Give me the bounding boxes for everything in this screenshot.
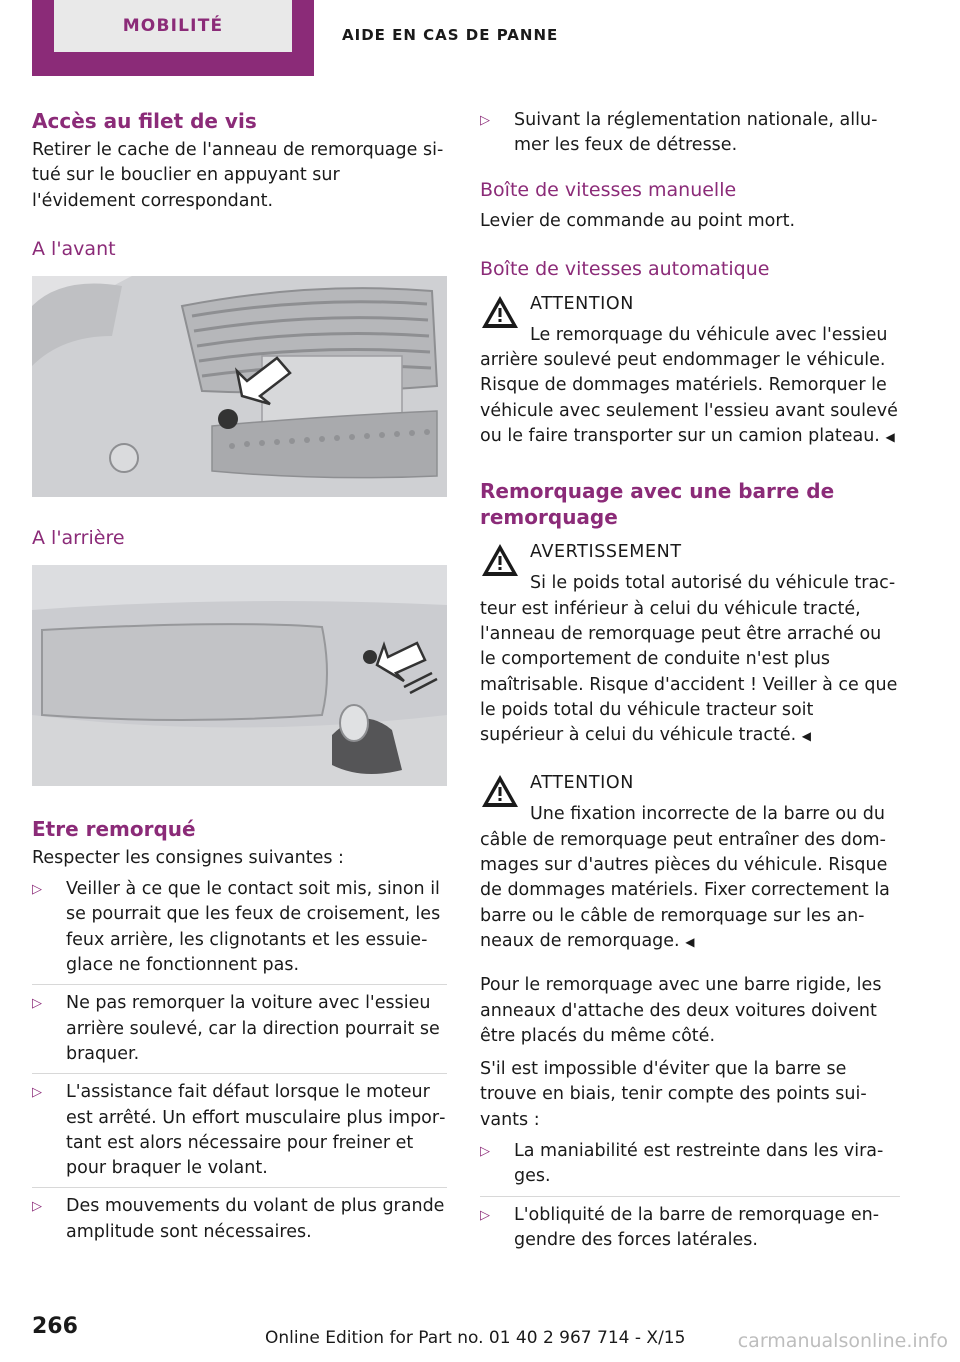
list-item-text: Suivant la réglementation nationale, allumer les feux de détresse. bbox=[514, 110, 878, 156]
section-title: AIDE EN CAS DE PANNE bbox=[342, 26, 559, 44]
list-item bbox=[32, 1080, 447, 1188]
list-item-text: Des mouvements du volant de plus grande amplitude sont nécessaires. bbox=[66, 1196, 445, 1242]
rear-bumper-drawing bbox=[32, 565, 447, 786]
list-item-text: L'assistance fait défaut lorsque le moteur est arrêté. Un effort musculaire plus important est alors nécessaire pour freiner et pour braquer le volant. bbox=[66, 1082, 446, 1179]
triangle-bullet-icon: ▷ bbox=[480, 113, 490, 128]
warning-text-block bbox=[480, 571, 900, 749]
end-marker-icon: ◀ bbox=[885, 430, 895, 445]
hazard-lights-list bbox=[480, 108, 900, 165]
list-item-text: Ne pas remorquer la voiture avec l'essieu arrière soulevé, car la direction pourrait se braquer. bbox=[66, 993, 440, 1064]
heading-boite-automatique: Boîte de vitesses automatique bbox=[480, 257, 770, 280]
paragraph-levier: Levier de commande au point mort. bbox=[480, 210, 796, 231]
triangle-bullet-icon: ▷ bbox=[32, 996, 42, 1012]
edition-footer: Online Edition for Part no. 01 40 2 967 714 - X/15 bbox=[265, 1328, 686, 1348]
towing-instructions-list bbox=[32, 877, 447, 1251]
watermark: carmanualsonline.info bbox=[737, 1330, 948, 1352]
paragraph-acces-filet: Retirer le cache de l'anneau de remorquage situé sur le bouclier en appuyant sur l'évidement correspondant. bbox=[32, 140, 444, 211]
triangle-bullet-icon: ▷ bbox=[32, 1085, 42, 1101]
warning-text: Le remorquage du véhicule avec l'essieu arrière soulevé peut endommager le véhicule. Risque de dommages matériels. Remorquer le véhicule avec seulement l'essieu avant soulevé ou le faire transporter sur un camion plateau. bbox=[480, 324, 898, 447]
front-bumper-drawing bbox=[32, 276, 447, 497]
list-item bbox=[32, 1194, 447, 1251]
warning-title: ATTENTION bbox=[530, 773, 634, 794]
triangle-bullet-icon: ▷ bbox=[480, 1144, 490, 1160]
warning-block-3 bbox=[480, 771, 900, 955]
end-marker-icon: ◀ bbox=[801, 729, 811, 744]
right-column bbox=[480, 108, 900, 1265]
warning-block-1 bbox=[480, 292, 900, 450]
page-number: 266 bbox=[32, 1314, 78, 1339]
list-item-text: La maniabilité est restreinte dans les virages. bbox=[514, 1141, 884, 1187]
chapter-tab[interactable] bbox=[32, 0, 314, 76]
warning-triangle-icon bbox=[480, 773, 520, 809]
list-item bbox=[32, 991, 447, 1074]
warning-title: AVERTISSEMENT bbox=[530, 542, 682, 563]
list-item bbox=[480, 1203, 900, 1260]
list-item bbox=[32, 877, 447, 985]
chapter-tab-label: MOBILITÉ bbox=[54, 0, 292, 52]
warning-block-2 bbox=[480, 540, 900, 749]
warning-triangle-icon bbox=[480, 542, 520, 578]
warning-text: Une fixation incorrecte de la barre ou du câble de remorquage peut entraîner des dommages sur d'autres pièces du véhicule. Risque de dommages matériels. Fixer correctement la barre ou le câble de remorquage sur les anneaux de remorquage. bbox=[480, 804, 890, 951]
paragraph-consignes: Respecter les consignes suivantes : bbox=[32, 847, 344, 868]
front-bumper-illustration bbox=[32, 276, 447, 497]
triangle-bullet-icon: ▷ bbox=[32, 1199, 42, 1215]
heading-avant: A l'avant bbox=[32, 237, 116, 260]
warning-text-block bbox=[480, 802, 900, 955]
triangle-bullet-icon: ▷ bbox=[480, 1207, 490, 1223]
list-item bbox=[480, 108, 900, 165]
left-column bbox=[32, 108, 447, 1257]
warning-title: ATTENTION bbox=[530, 293, 634, 314]
warning-triangle-icon bbox=[480, 294, 520, 330]
paragraph-barre-biais: S'il est impossible d'éviter que la barre se trouve en biais, tenir compte des points suivants : bbox=[480, 1059, 867, 1130]
warning-text-block bbox=[480, 323, 900, 450]
heading-acces-filet: Accès au filet de vis bbox=[32, 109, 257, 133]
triangle-bullet-icon: ▷ bbox=[32, 882, 42, 898]
rear-bumper-illustration bbox=[32, 565, 447, 786]
paragraph-barre-rigide: Pour le remorquage avec une barre rigide, les anneaux d'attache des deux voitures doivent être placés du même côté. bbox=[480, 975, 882, 1046]
heading-etre-remorque: Etre remorqué bbox=[32, 816, 196, 841]
end-marker-icon: ◀ bbox=[685, 934, 695, 949]
heading-arriere: A l'arrière bbox=[32, 526, 125, 549]
oblique-bar-list bbox=[480, 1139, 900, 1259]
heading-remorquage-barre: Remorquage avec une barre de remorquage bbox=[480, 479, 835, 530]
list-item bbox=[480, 1139, 900, 1197]
list-item-text: L'obliquité de la barre de remorquage engendre des forces latérales. bbox=[514, 1204, 880, 1250]
list-item-text: Veiller à ce que le contact soit mis, sinon il se pourrait que les feux de croisement, les feux arrière, les clignotants et les essuie-glace ne fonctionnent pas. bbox=[66, 879, 441, 976]
heading-boite-manuelle: Boîte de vitesses manuelle bbox=[480, 178, 737, 201]
warning-text: Si le poids total autorisé du véhicule tracteur est inférieur à celui du véhicule tracté, l'anneau de remorquage peut être arraché ou le comportement de conduite n'est plus maîtrisable. Risque d'accident ! Veiller à ce que le poids total du véhicule tracteur soit supérieur à celui du véhicule tracté. bbox=[480, 573, 898, 746]
